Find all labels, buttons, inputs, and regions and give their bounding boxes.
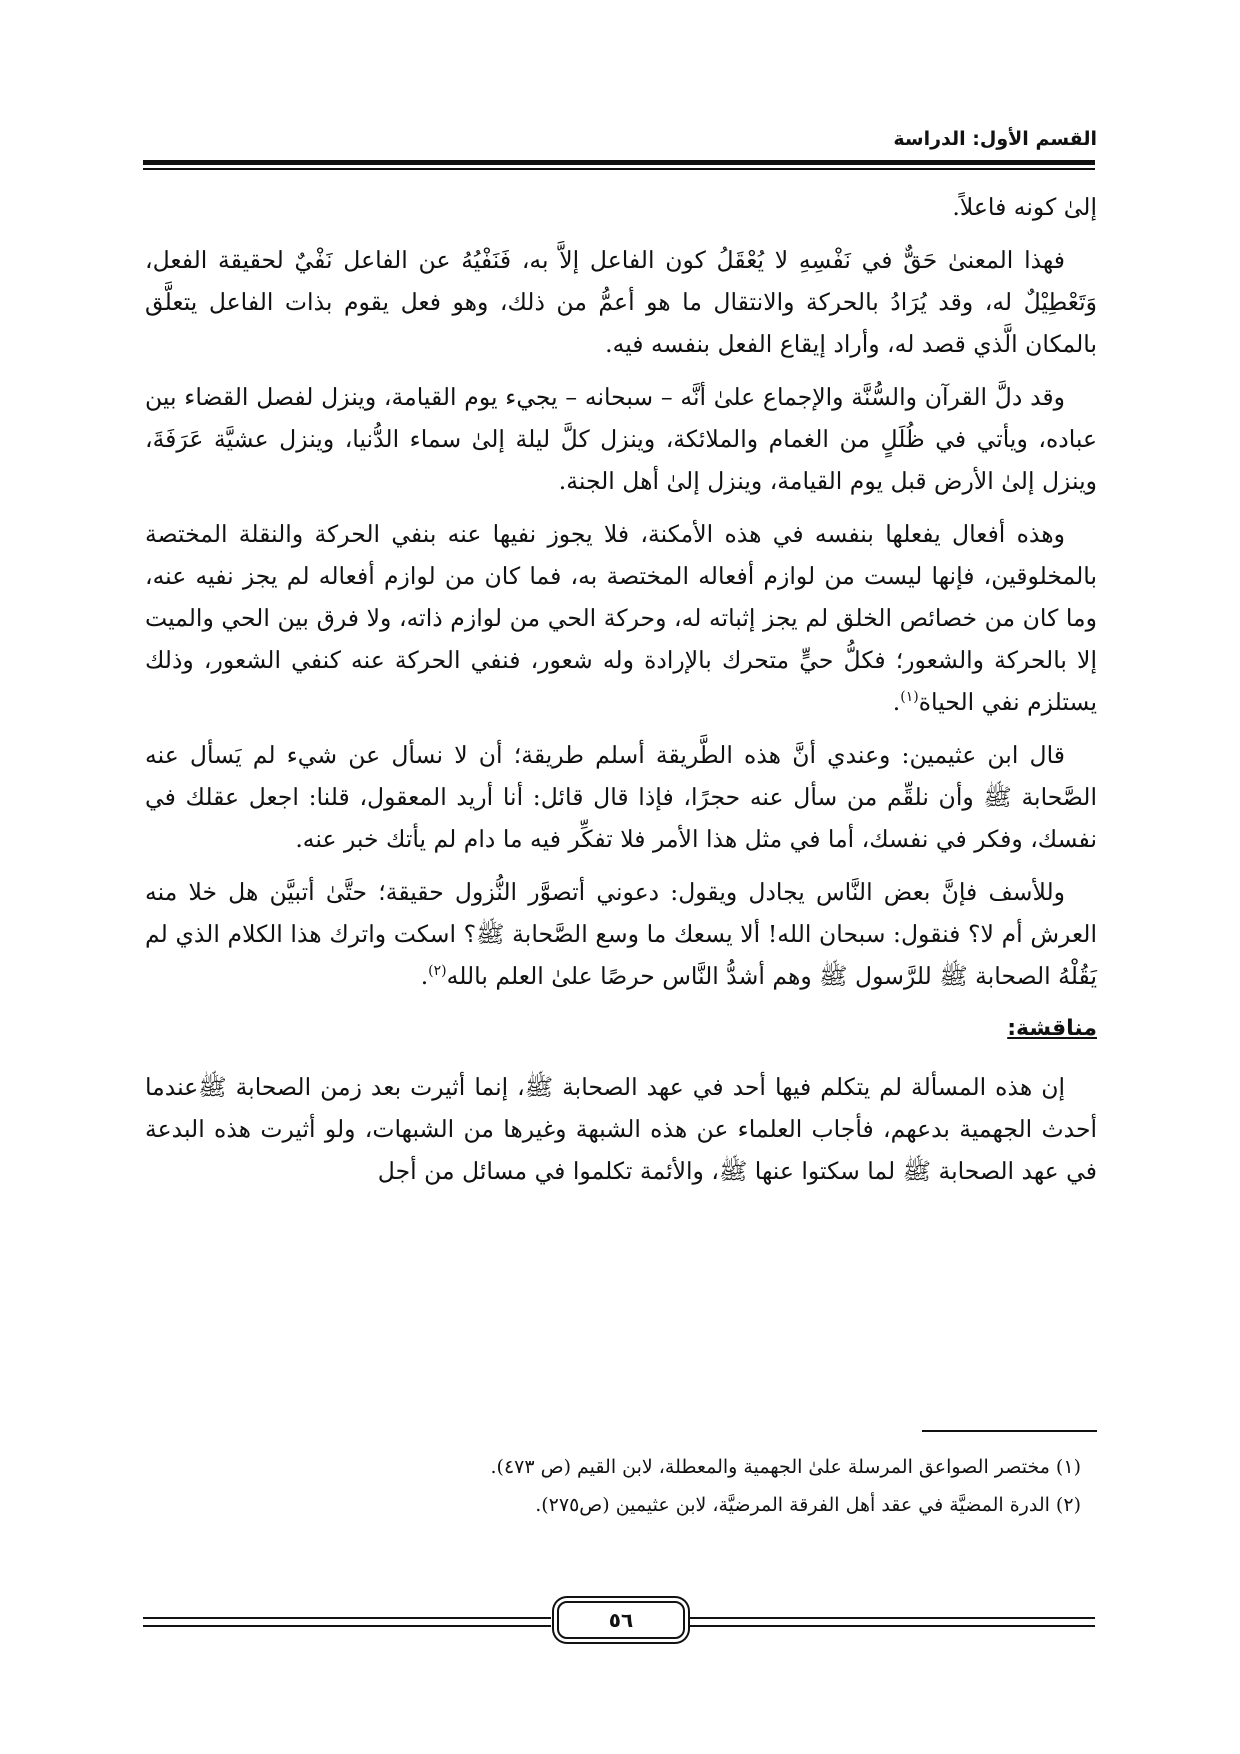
footnote-1: (١) مختصر الصواعق المرسلة علىٰ الجهمية والمعطلة، لابن القيم (ص ٤٧٣). (490, 1456, 1081, 1478)
footnote-2: (٢) الدرة المضيَّة في عقد أهل الفرقة المرضيَّة، لابن عثيمين (ص٢٧٥). (535, 1494, 1081, 1516)
paragraph-6-end: . (420, 962, 429, 990)
paragraph-4-text: وهذه أفعال يفعلها بنفسه في هذه الأمكنة، فلا يجوز نفيها عنه بنفي الحركة والنقلة المختصة بالمخلوقين، فإنها ليست من لوازم أفعاله المختصة به، فما كان من لوازم أفعاله لم يجز نفيه عنه، وما كان من خصائص الخلق لم يجز إثباته له، وحركة الحي من لوازم ذاته، ولا فرق بين الحي والميت إلا بالحركة والشعور؛ فكلُّ حيٍّ متحرك بالإرادة وله شعور، فنفي الحركة عنه كنفي الشعور، وذلك يستلزم نفي الحياة (145, 520, 1097, 716)
paragraph-7: إن هذه المسألة لم يتكلم فيها أحد في عهد الصحابة ﷺ، إنما أثيرت بعد زمن الصحابة ﷺعندما أحدث الجهمية بدعهم، فأجاب العلماء عن هذه الشبهة وغيرها من الشبهات، ولو أثيرت هذه البدعة في عهد الصحابة ﷺ لما سكتوا عنها ﷺ، والأئمة تكلموا في مسائل من أجل (145, 1073, 1097, 1185)
section-heading: مناقشة: (1007, 1016, 1097, 1041)
paragraph-5: قال ابن عثيمين: وعندي أنَّ هذه الطَّريقة أسلم طريقة؛ أن لا نسأل عن شيء لم يَسأل عنه الصَّحابة ﷺ وأن نلقِّم من سأل عنه حجرًا، فإذا قال قائل: أنا أريد المعقول، قلنا: اجعل عقلك في نفسك، وفكر في نفسك، أما في مثل هذا الأمر فلا تفكِّر فيه ما دام لم يأتك خبر عنه. (145, 741, 1097, 853)
page-number: ٥٦ (557, 1601, 685, 1639)
paragraph-4-end: . (892, 688, 901, 716)
footnote-ref-2[interactable]: (٢) (428, 963, 447, 980)
body-text (145, 186, 1097, 1203)
paragraph-4 (145, 513, 1097, 723)
paragraph-6-text: وللأسف فإنَّ بعض النَّاس يجادل ويقول: دعوني أتصوَّر النُّزول حقيقة؛ حتَّىٰ أتبيَّن هل خلا منه العرش أم لا؟ فنقول: سبحان الله! ألا يسعك ما وسع الصَّحابة ﷺ؟ اسكت واترك هذا الكلام الذي لم يَقُلْهُ الصحابة ﷺ للرَّسول ﷺ وهم أشدُّ النَّاس حرصًا علىٰ العلم بالله (145, 878, 1097, 990)
paragraph-1: إلىٰ كونه فاعلاً. (952, 193, 1097, 221)
paragraph-6 (145, 871, 1097, 997)
running-header: القسم الأول: الدراسة (893, 128, 1097, 150)
footnotes (145, 1448, 1097, 1524)
footnote-ref-1[interactable]: (١) (900, 689, 919, 706)
footer-rule-right (687, 1617, 1095, 1627)
paragraph-3: وقد دلَّ القرآن والسُّنَّة والإجماع علىٰ أنَّه – سبحانه – يجيء يوم القيامة، وينزل لفصل القضاء بين عباده، ويأتي في ظُلَلٍ من الغمام والملائكة، وينزل كلَّ ليلة إلىٰ سماء الدُّنيا، وينزل عشيَّة عَرَفَةَ، وينزل إلىٰ الأرض قبل يوم القيامة، وينزل إلىٰ أهل الجنة. (145, 383, 1097, 495)
footer-rule-left (143, 1617, 551, 1627)
header-rule-thin (143, 168, 1095, 170)
footnote-separator (922, 1430, 1097, 1432)
paragraph-2: فهذا المعنىٰ حَقٌّ في نَفْسِهِ لا يُعْقَلُ كون الفاعل إلاَّ به، فَنَفْيُهُ عن الفاعل نَفْيٌ لحقيقة الفعل، وَتَعْطِيْلٌ له، وقد يُرَادُ بالحركة والانتقال ما هو أعمُّ من ذلك، وهو فعل يقوم بذات الفاعل يتعلَّق بالمكان الَّذي قصد له، وأراد إيقاع الفعل بنفسه فيه. (145, 246, 1097, 358)
header-rule-thick (143, 160, 1095, 165)
